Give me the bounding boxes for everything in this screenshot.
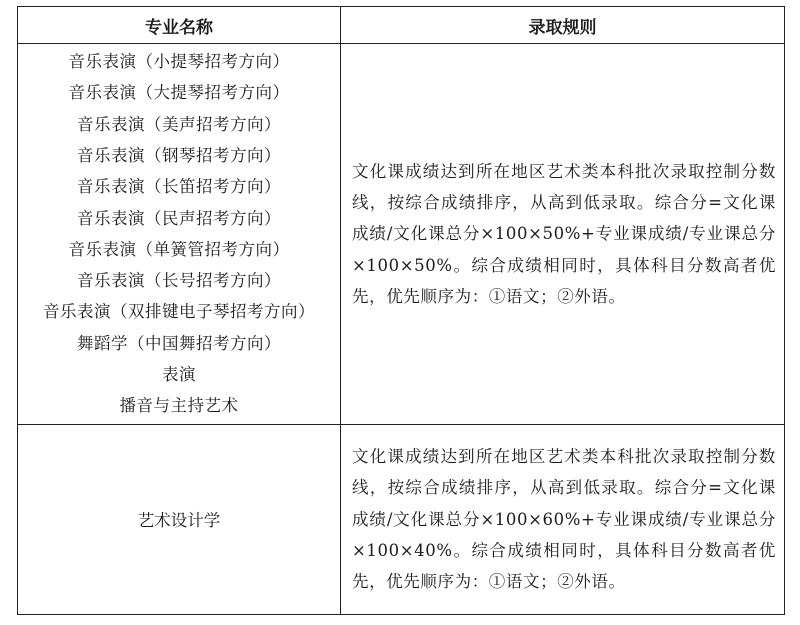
major-item: 音乐表演（钢琴招考方向） (77, 145, 281, 165)
major-list-cell (18, 44, 341, 425)
header-row (18, 7, 785, 44)
major-item: 音乐表演（长号招考方向） (77, 271, 281, 291)
admission-rule-cell: 文化课成绩达到所在地区艺术类本科批次录取控制分数线，按综合成绩排序，从高到低录取。综合分=文化课成绩/文化课总分×100×50%+专业课成绩/专业课总分×100×50%。综合成绩相同时，具体科目分数高者优先，优先顺序为：①语文；②外语。 (341, 44, 785, 425)
major-item: 音乐表演（大提琴招考方向） (68, 83, 290, 103)
major-item: 音乐表演（双排键电子琴招考方向） (43, 302, 315, 322)
major-item: 表演 (162, 365, 196, 385)
major-item: 舞蹈学（中国舞招考方向） (77, 333, 281, 353)
major-item: 音乐表演（美声招考方向） (77, 114, 281, 134)
major-item: 音乐表演（民声招考方向） (77, 208, 281, 228)
header-major-name: 专业名称 (18, 7, 341, 44)
admission-rules-table (17, 6, 785, 615)
major-item: 音乐表演（长笛招考方向） (77, 177, 281, 197)
table-row (18, 44, 785, 425)
major-item: 音乐表演（小提琴招考方向） (68, 52, 290, 72)
admission-rule-cell: 文化课成绩达到所在地区艺术类本科批次录取控制分数线，按综合成绩排序，从高到低录取。综合分=文化课成绩/文化课总分×100×60%+专业课成绩/专业课总分×100×40%。综合成绩相同时，具体科目分数高者优先，优先顺序为：①语文；②外语。 (341, 424, 785, 614)
major-item: 播音与主持艺术 (119, 396, 239, 416)
major-item: 艺术设计学 (18, 424, 341, 614)
table-row (18, 424, 785, 614)
header-admission-rule: 录取规则 (341, 7, 785, 44)
major-item: 音乐表演（单簧管招考方向） (68, 239, 290, 259)
